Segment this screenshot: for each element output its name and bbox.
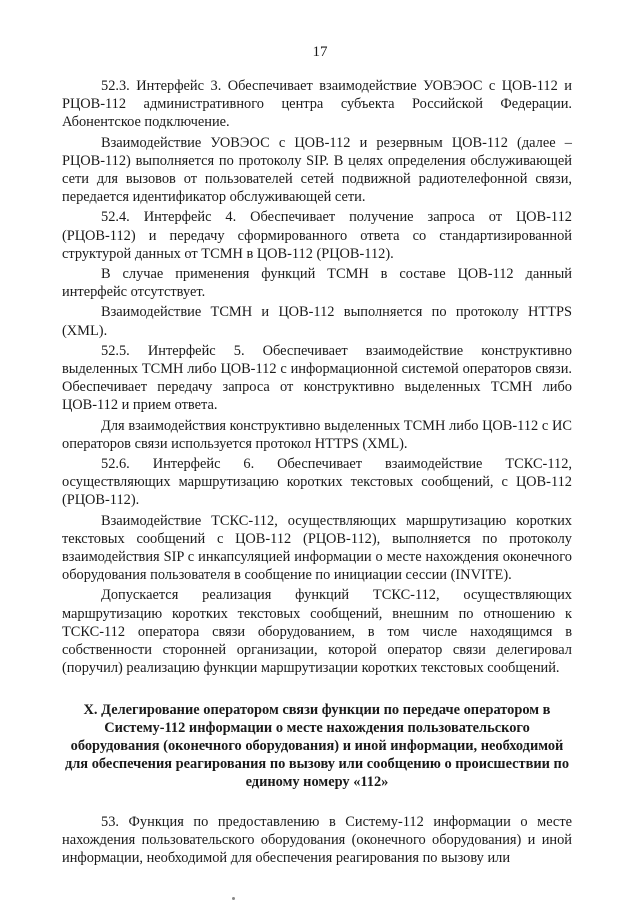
paragraph-operators-https: Для взаимодействия конструктивно выделенных ТСМН либо ЦОВ-112 с ИС операторов связи используется протокол HTTPS (XML).: [62, 417, 572, 452]
section-heading: X. Делегирование оператором связи функции по передаче оператором в Систему-112 информации о месте нахождения пользовательского оборудования (оконечного оборудования) и иной информации, необходимой для обеспечения реагирования по вызову или сообщению о происшествии по единому номеру «112»: [64, 701, 570, 790]
scan-speck: [232, 897, 235, 900]
paragraph-52-5: 52.5. Интерфейс 5. Обеспечивает взаимодействие конструктивно выделенных ТСМН либо ЦОВ-112 с информационной системой операторов связи. Обеспечивает передачу запроса от конструктивно выделенных ТСМН либо ЦОВ-112 и прием ответа.: [62, 342, 572, 414]
paragraph-52-3: 52.3. Интерфейс 3. Обеспечивает взаимодействие УОВЭОС с ЦОВ-112 и РЦОВ-112 административного центра субъекта Российской Федерации. Абонентское подключение.: [62, 78, 572, 131]
paragraph-tsmn-absent: В случае применения функций ТСМН в составе ЦОВ-112 данный интерфейс отсутствует.: [62, 266, 572, 301]
page-number: 17: [312, 44, 328, 60]
document-body: [62, 77, 572, 869]
paragraph-52-4: 52.4. Интерфейс 4. Обеспечивает получение запроса от ЦОВ-112 (РЦОВ-112) и передачу сформированного ответа со стандартизированной структурой данных от ТСМН в ЦОВ-112 (РЦОВ-112).: [62, 209, 572, 262]
paragraph-delegation-allowed: Допускается реализация функций ТСКС-112, осуществляющих маршрутизацию коротких текстовых сообщений, внешним по отношению к ТСКС-112 оператора связи оборудованием, в том числе находящимся в собственности сторонней организации, которой оператор связи делегировал (поручил) реализацию функции маршрутизации коротких текстовых сообщений.: [62, 587, 572, 677]
paragraph-53: 53. Функция по предоставлению в Систему-112 информации о месте нахождения пользовательского оборудования (оконечного оборудования) и иной информации, необходимой для обеспечения реагирования по вызову или: [62, 813, 572, 866]
paragraph-https-xml: Взаимодействие ТСМН и ЦОВ-112 выполняется по протоколу HTTPS (XML).: [62, 304, 572, 339]
paragraph-52-6: 52.6. Интерфейс 6. Обеспечивает взаимодействие ТСКС-112, осуществляющих маршрутизацию коротких текстовых сообщений, с ЦОВ-112 (РЦОВ-112).: [62, 456, 572, 509]
paragraph-sip-interaction: Взаимодействие УОВЭОС с ЦОВ-112 и резервным ЦОВ-112 (далее – РЦОВ-112) выполняется по протоколу SIP. В целях определения обслуживающей сети для вызовов от пользователей сетей подвижной радиотелефонной связи, передается идентификатор обслуживающей сети.: [62, 134, 572, 206]
paragraph-tsks-sip: Взаимодействие ТСКС-112, осуществляющих маршрутизацию коротких текстовых сообщений с ЦОВ-112 (РЦОВ-112), выполняется по протоколу взаимодействия SIP с инкапсуляцией информации о месте нахождения оконечного оборудования пользователя в сообщение по инициации сессии (INVITE).: [62, 512, 572, 584]
